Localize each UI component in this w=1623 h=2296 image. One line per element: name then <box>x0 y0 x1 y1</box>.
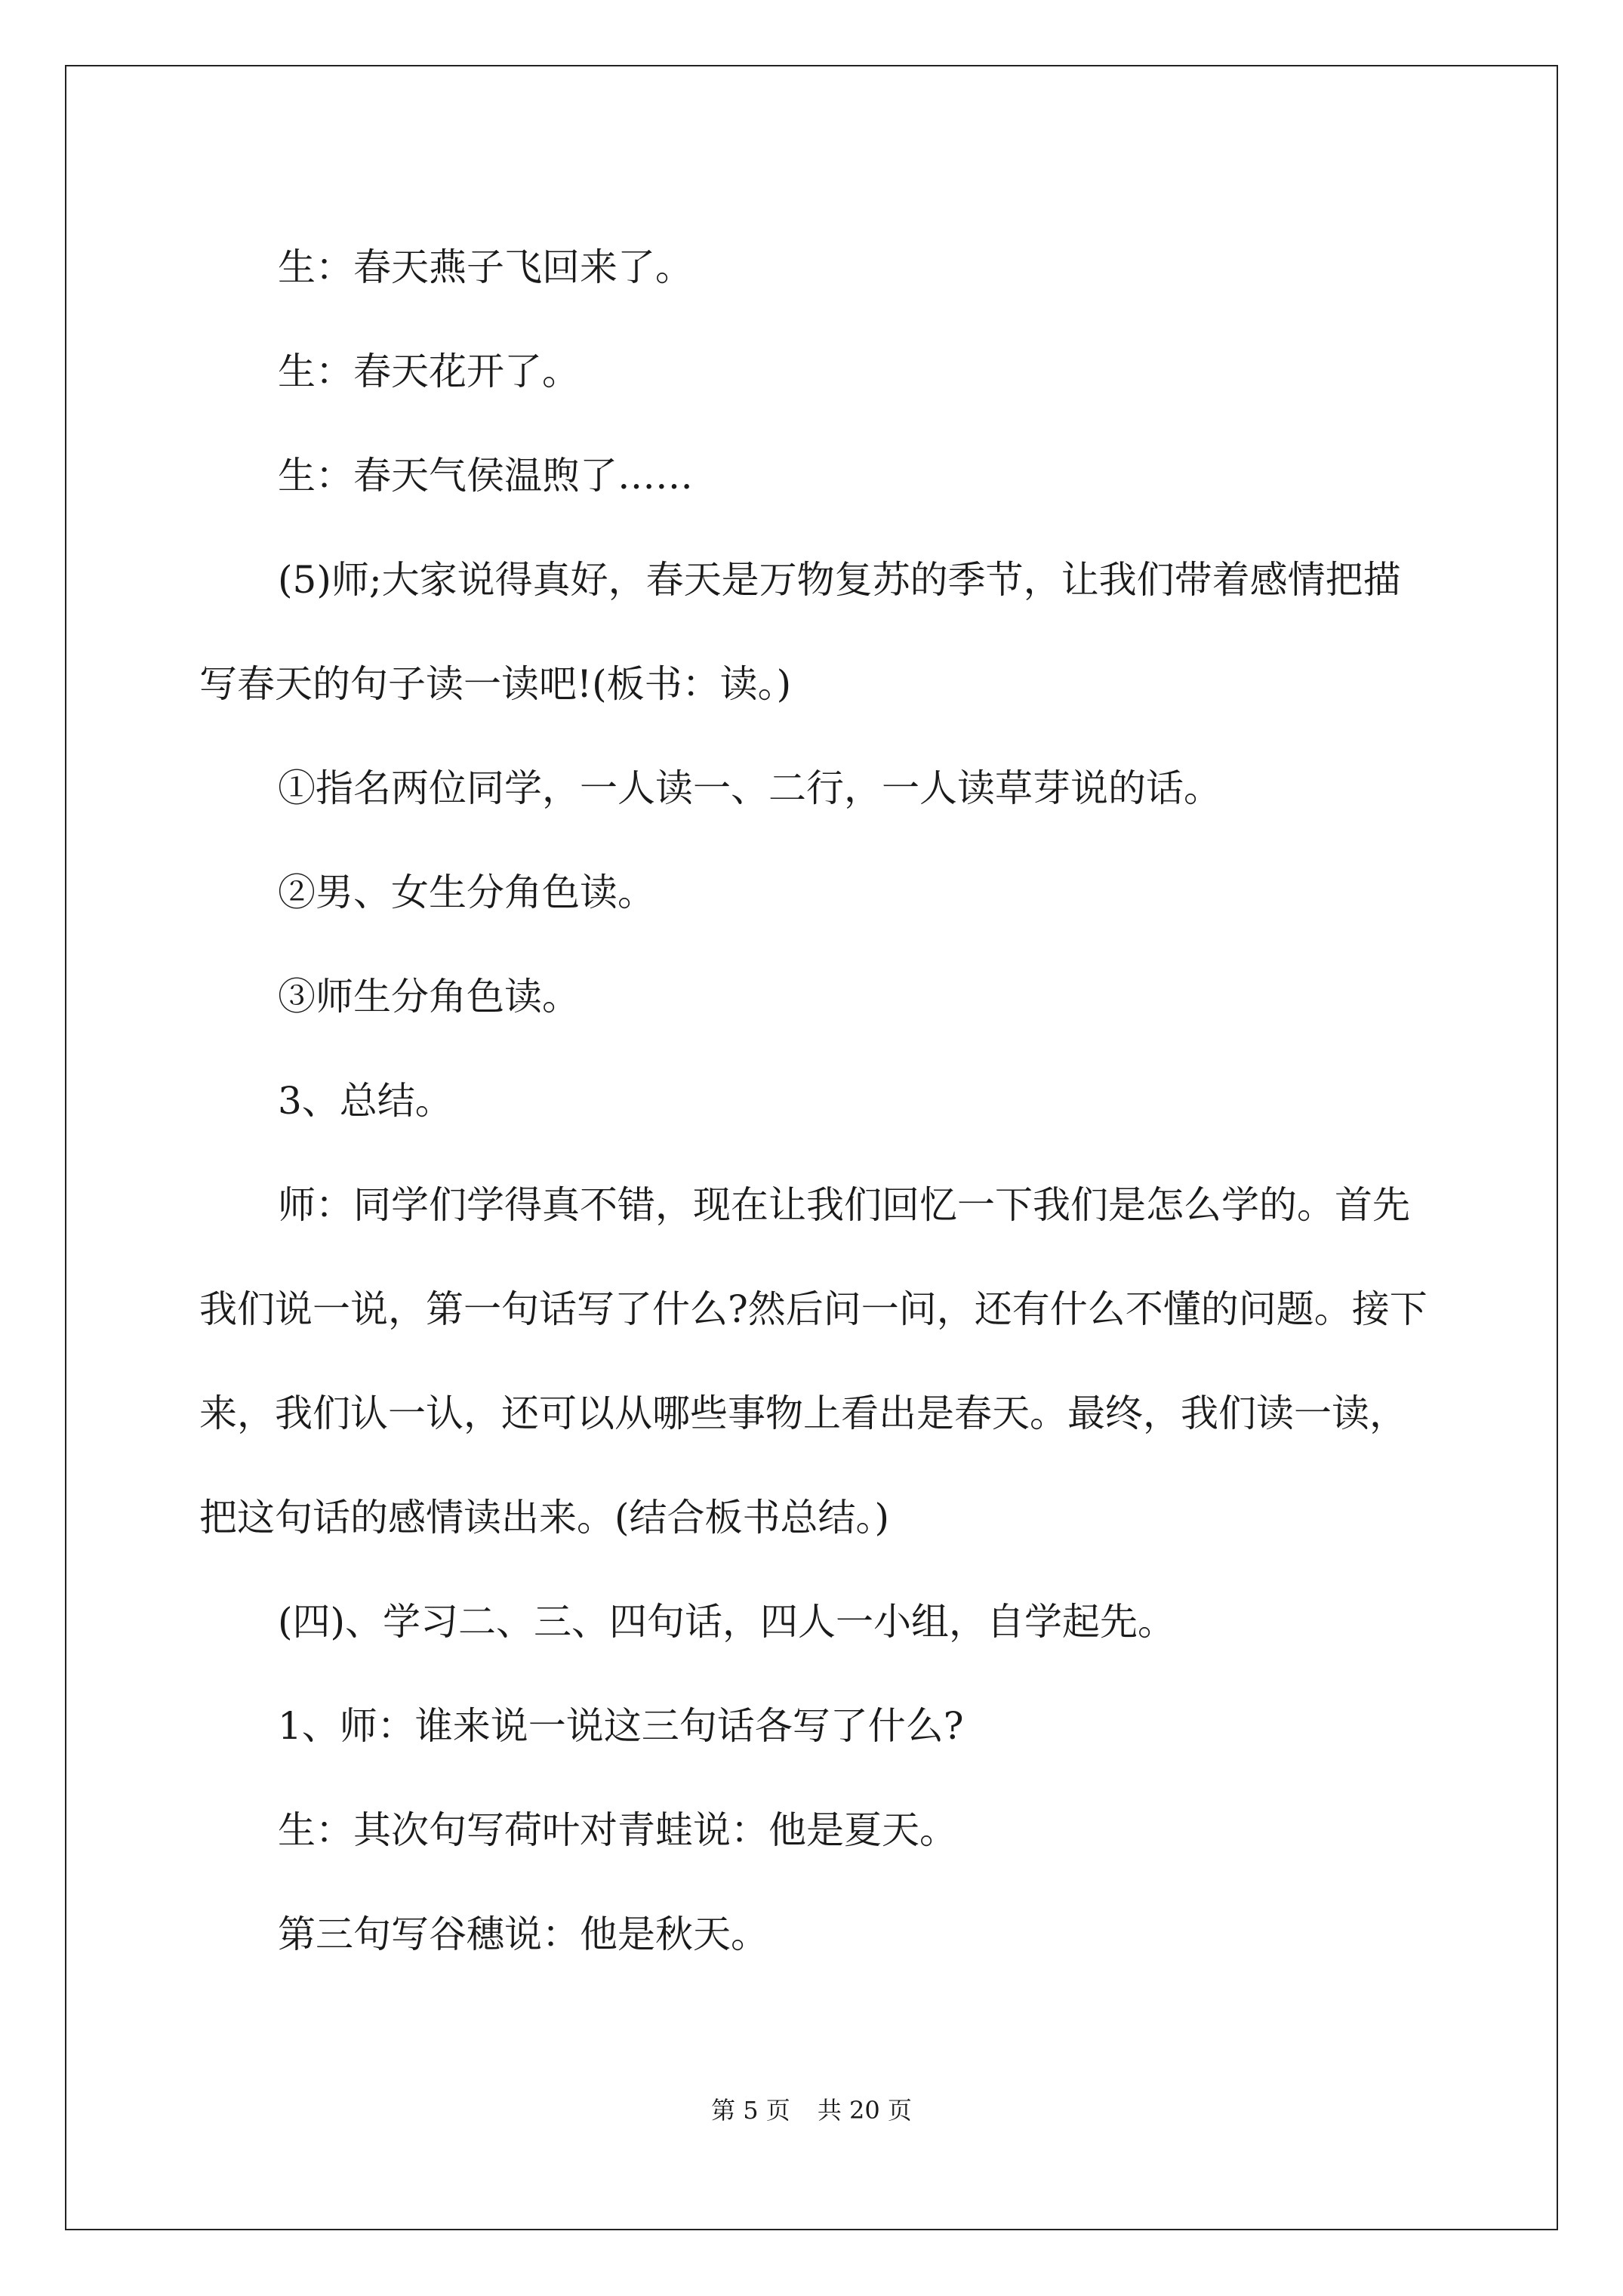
paragraph: (5)师;大家说得真好，春天是万物复苏的季节，让我们带着感情把描写春天的句子读一读吧!(板书：读。) <box>199 558 1401 706</box>
paragraph: 1、师：谁来说一说这三句话各写了什么? <box>278 1704 964 1748</box>
paragraph: 生：春天燕子飞回来了。 <box>278 245 693 289</box>
paragraph: ①指名两位同学，一人读一、二行，一人读草芽说的话。 <box>278 766 1221 810</box>
paragraph: ②男、女生分角色读。 <box>278 871 655 914</box>
paragraph: 生：春天花开了。 <box>278 350 580 393</box>
paragraph: 师：同学们学得真不错，现在让我们回忆一下我们是怎么学的。首先我们说一说，第一句话写了什么?然后问一问，还有什么不懂的问题。接下来，我们认一认，还可以从哪些事物上看出是春天。最终，我们读一读，把这句话的感情读出来。(结合板书总结。) <box>199 1183 1427 1539</box>
page-total: 共 20 页 <box>817 2096 912 2125</box>
paragraph: 3、总结。 <box>278 1079 453 1123</box>
paragraph: ③师生分角色读。 <box>278 975 580 1019</box>
paragraph: 生：其次句写荷叶对青蛙说：他是夏天。 <box>278 1808 957 1852</box>
page-number: 第 5 页 <box>711 2096 790 2125</box>
paragraph: (四)、学习二、三、四句话，四人一小组，自学起先。 <box>278 1600 1176 1644</box>
paragraph: 生：春天气侯温煦了…… <box>278 454 693 498</box>
paragraph: 第三句写谷穗说：他是秋天。 <box>278 1912 768 1956</box>
document-body <box>199 215 1433 1986</box>
page-footer <box>0 2091 1623 2126</box>
